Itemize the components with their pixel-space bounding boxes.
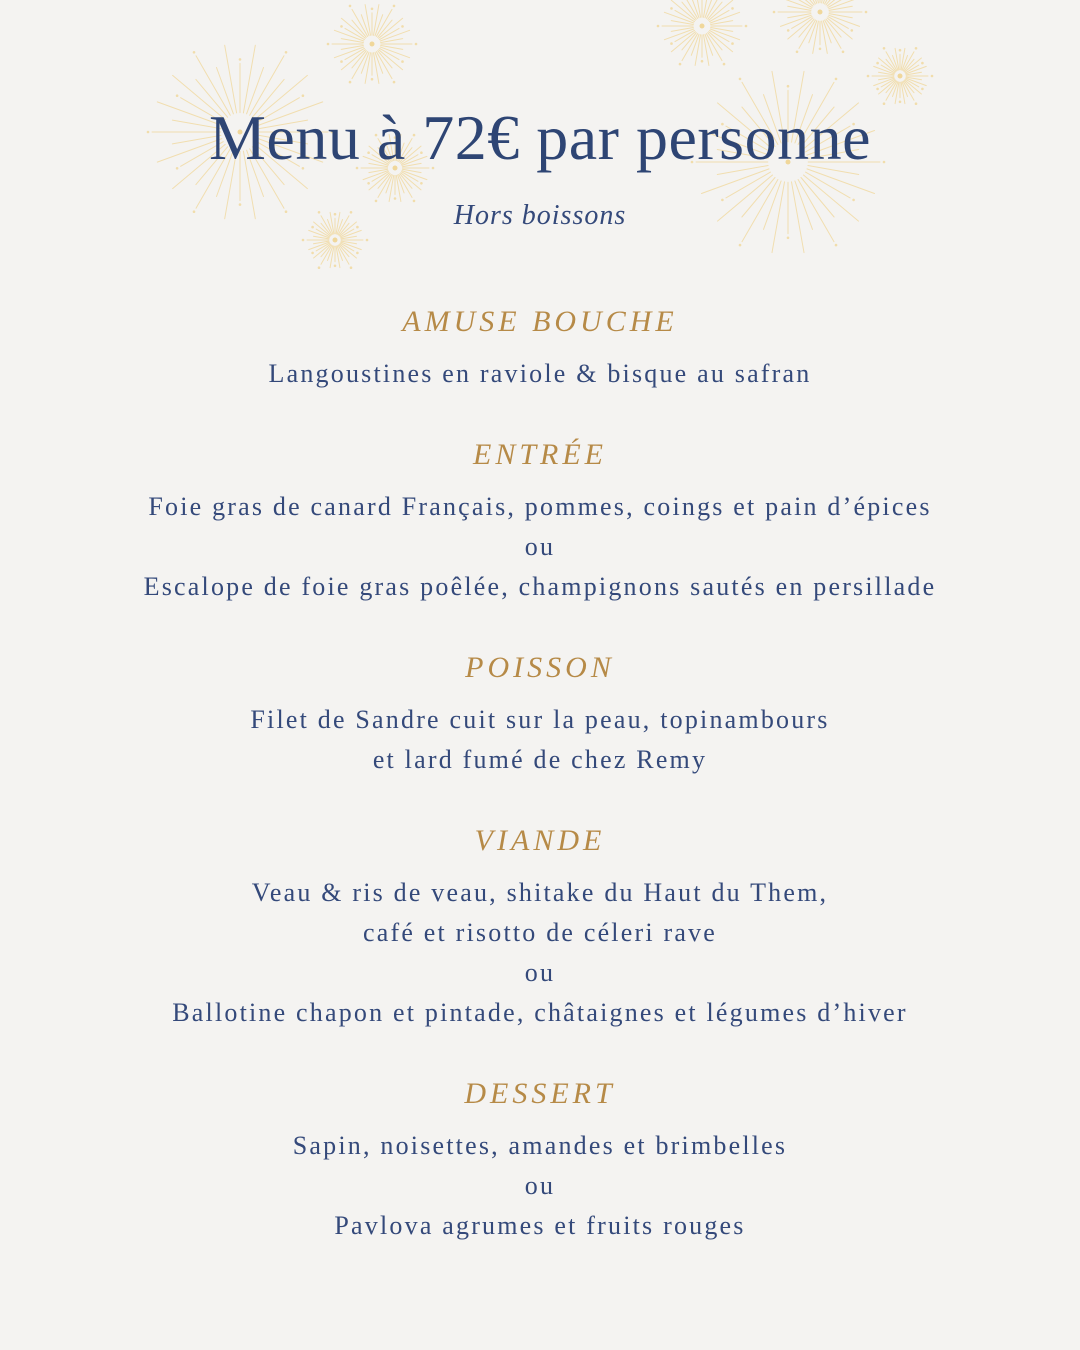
- dish-separator-or: ou: [524, 532, 556, 561]
- section-heading-entree: ENTRÉE: [473, 438, 607, 471]
- page-title: Menu à 72€ par personne: [209, 102, 871, 173]
- section-heading-viande: VIANDE: [474, 824, 606, 857]
- dish-line: Langoustines en raviole & bisque au safran: [268, 359, 812, 388]
- section-heading-dessert: DESSERT: [464, 1077, 616, 1110]
- firework-burst-icon: [657, 0, 748, 65]
- dish-line: Filet de Sandre cuit sur la peau, topinambours: [250, 705, 830, 734]
- dish-line: Sapin, noisettes, amandes et brimbelles: [292, 1131, 788, 1160]
- section-heading-amuse-bouche: AMUSE BOUCHE: [402, 305, 678, 338]
- dish-line: Escalope de foie gras poêlée, champignons sautés en persillade: [143, 572, 937, 601]
- dish-line: Ballotine chapon et pintade, châtaignes et légumes d’hiver: [172, 998, 908, 1027]
- section-heading-poisson: POISSON: [465, 651, 615, 684]
- firework-burst-icon: [327, 5, 418, 84]
- dish-line: Pavlova agrumes et fruits rouges: [334, 1211, 746, 1240]
- dish-separator-or: ou: [524, 1171, 556, 1200]
- firework-burst-icon: [773, 0, 868, 53]
- dish-line: café et risotto de céleri rave: [363, 918, 717, 947]
- dish-line: et lard fumé de chez Remy: [372, 745, 708, 774]
- dish-line: Veau & ris de veau, shitake du Haut du Them,: [251, 878, 829, 907]
- dish-separator-or: ou: [524, 958, 556, 987]
- dish-line: Foie gras de canard Français, pommes, coings et pain d’épices: [148, 492, 932, 521]
- firework-burst-icon: [867, 47, 934, 105]
- page-subtitle: Hors boissons: [453, 200, 627, 231]
